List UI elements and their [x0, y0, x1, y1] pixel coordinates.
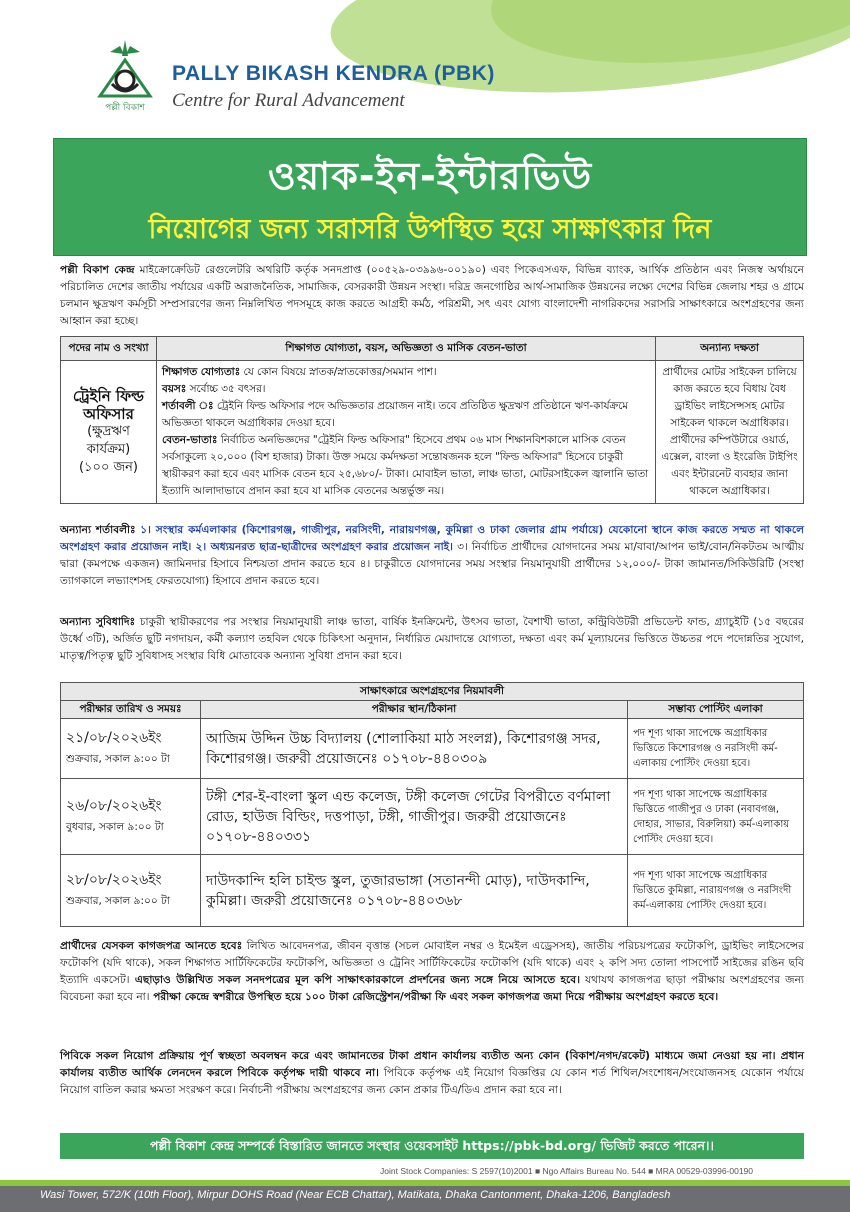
documents-text-2: যথাযথ কাগজপত্র ছাড়া পরীক্ষায় অংশগ্রহণের জন্য বিবেচনা করা হবে না। — [60, 974, 804, 1003]
documents-label: প্রার্থীদের যেসকল কাগজপত্র আনতে হবেঃ — [60, 940, 243, 952]
org-name: PALLY BIKASH KENDRA (PBK) — [172, 62, 495, 85]
address-bar — [0, 1180, 850, 1212]
notice-text: পিবিকে কর্তৃপক্ষ এই নিয়োগ বিজ্ঞপ্তির যে কোন শর্ত শিথিল/সংশোধন/সংযোজনসহ যেকোন পর্যায়ে নিয়োগ বাতিল করার ক্ষমতা সংরক্ষণ করে। নির্বাচনী পরীক্ষায় অংশগ্রহণের জন্য কোন প্রকার টিএ/ডিএ প্রদান করা হবে না। — [60, 1067, 804, 1096]
req-label: বেতন-ভাতাঃ — [162, 434, 218, 446]
position-cell — [61, 361, 157, 504]
documents-paragraph — [60, 938, 804, 1006]
interview-date-cell — [61, 855, 201, 927]
req-text: ট্রেইনি ফিল্ড অফিসার পদে অভিজ্ঞতার প্রয়োজন নাই। তবে প্রতিষ্ঠিত ক্ষুদ্রঋণ প্রতিষ্ঠানে ঋণ-কার্যক্রমে অভিজ্ঞতা থাকলে অগ্রাধিকার দেওয়া হবে। — [162, 400, 629, 429]
table-row — [61, 719, 804, 779]
interview-date: ২৮/০৮/২০২৬ইং — [66, 872, 162, 888]
interview-table-title-row — [61, 683, 804, 701]
notice-paragraph — [60, 1048, 804, 1099]
interview-day-time: বুধবার, সকাল ৯:০০ টা — [66, 821, 164, 833]
req-label: শিক্ষাগত যোগ্যতাঃ — [162, 366, 241, 378]
other-conditions-label: অন্যান্য শর্তাবলীঃ — [60, 524, 136, 536]
skills-cell: প্রার্থীদের মোটর সাইকেল চালিয়ে কাজ করতে হবে বিধায় বৈধ ড্রাইভিং লাইসেন্সসহ মোটর সাইকেল থাকলে অগ্রাধিকার। প্রার্থীদের কম্পিউটারে ওয়ার্ড, এক্সেল, বাংলা ও ইংরেজি টাইপিং এবং ইন্টারনেট ব্যবহার জানা থাকলে অগ্রাধিকার। — [656, 361, 804, 504]
position-name: ট্রেইনি ফিল্ড অফিসার — [72, 387, 145, 423]
website-footer-bar: পল্লী বিকাশ কেন্দ্র সম্পর্কে বিস্তারিত জানতে সংস্থার ওয়েবসাইট https://pbk-bd.org/ ভিজিট করতে পারেন।। — [60, 1133, 804, 1159]
header-requirements: শিক্ষাগত যোগ্যতা, বয়স, অভিজ্ঞতা ও মাসিক বেতন-ভাতা — [157, 337, 656, 361]
header-venue: পরীক্ষার স্থান/ঠিকানা — [201, 701, 628, 719]
condition-2: ২। অধ্যয়নরত ছাত্র-ছাত্রীদের অংশগ্রহণ করার প্রয়োজন নাই। — [195, 541, 453, 553]
condition-1: ১। সংস্থার কর্মএলাকার (কিশোরগঞ্জ, গাজীপুর, নরসিংদী, নারায়ণগঞ্জ, কুমিল্লা ও ঢাকা জেলার গ্রাম পর্যায়ে) যেকোনো স্থানে কাজ করতে সম্মত না থাকলে অংশগ্রহণ করার প্রয়োজন নাই। — [60, 524, 804, 553]
header-posting: সম্ভাব্য পোস্টিং এলাকা — [628, 701, 804, 719]
req-age — [162, 381, 650, 398]
banner-title: ওয়াক-ইন-ইন্টারভিউ — [267, 154, 593, 198]
position-program: (ক্ষুদ্রঋণ কার্যক্রম) — [86, 424, 131, 457]
interview-venue: টঙ্গী শের-ই-বাংলা স্কুল এন্ড কলেজ, টঙ্গী কলেজ গেটের বিপরীতে বর্ণমালা রোড, হাউজ বিল্ডিং, দত্তপাড়া, টঙ্গী, গাজীপুর। জরুরী প্রয়োজনেঃ ০১৭০৮-৪৪০৩৩১ — [201, 779, 628, 855]
intro-text: মাইক্রোক্রেডিট রেগুলেটরি অথরিটি কর্তৃক সনদপ্রাপ্ত (০০৫২৯-০৩৯৯৬-০০১৯০) এবং পিকেএসএফ, বিভিন্ন ব্যাংক, আর্থিক প্রতিষ্ঠান এবং নিজস্ব অর্থায়নে পরিচালিত দেশের জাতীয় পর্যায়ের একটি অরাজনৈতিক, সামাজিক, বেসরকারী উন্নয়ন সংস্থা। দরিদ্র জনগোষ্ঠির আর্থ-সামাজিক উন্নয়নের লক্ষ্যে দেশের বিভিন্ন জেলায় শহর ও গ্রামে চলমান ক্ষুদ্রঋণ কর্মসূচী সম্প্রসারণের জন্য নিম্নলিখিত পদসমূহে কাজ করতে আগ্রহী কর্মঠ, পরিশ্রমী, সৎ এবং যোগ্য বাংলাদেশী নাগরিকদের সরাসরি সাক্ষাৎকারে অংশগ্রহণের জন্য আহ্বান করা হচ্ছে। — [60, 264, 804, 327]
other-conditions — [60, 522, 804, 590]
page-header — [0, 30, 850, 125]
intro-org-name: পল্লী বিকাশ কেন্দ্র — [60, 264, 135, 276]
posting-area: পদ শূণ্য থাকা সাপেক্ষে অগ্রাধিকার ভিত্তিতে কিশোরগঞ্জ ও নরসিংদী কর্ম-এলাকায় পোস্টিং দেওয়া হবে। — [628, 719, 804, 779]
address-bar-stripe — [0, 1180, 850, 1186]
posting-area: পদ শূণ্য থাকা সাপেক্ষে অগ্রাধিকার ভিত্তিতে কুমিল্লা, নারায়ণগঞ্জ ও নরসিংদী কর্ম-এলাকায় পোস্টিং দেওয়া হবে। — [628, 855, 804, 927]
intro-paragraph — [60, 262, 804, 330]
req-conditions — [162, 398, 650, 432]
requirements-cell — [157, 361, 656, 504]
interview-day-time: শুক্রবার, সকাল ৯:০০ টা — [66, 753, 170, 765]
documents-bold-text-2: পরীক্ষা কেন্দ্রে স্বশরীরে উপস্থিত হয়ে ১০০ টাকা রেজিস্ট্রেশন/পরীক্ষা ফি এবং সকল কাগজপত্র জমা দিয়ে পরীক্ষায় অংশগ্রহণ করতে হবে। — [149, 991, 719, 1003]
registration-info: Joint Stock Companies: S 2597(10)2001 ■ Ngo Affairs Bureau No. 544 ■ MRA 00529-03996-00190 — [380, 1166, 754, 1176]
req-salary — [162, 432, 650, 500]
benefits-paragraph — [60, 614, 804, 665]
posting-area: পদ শূণ্য থাকা সাপেক্ষে অগ্রাধিকার ভিত্তিতে গাজীপুর ও ঢাকা (নবাবগঞ্জ, দোহার, সাভার, বিরুলিয়া) কর্ম-এলাকায় পোস্টিং দেওয়া হবে। — [628, 779, 804, 855]
header-skills: অন্যান্য দক্ষতা — [656, 337, 804, 361]
table-row — [61, 855, 804, 927]
interview-table-title: সাক্ষাৎকারে অংশগ্রহণের নিয়মাবলী — [61, 683, 804, 701]
interview-date: ২১/০৮/২০২৬ইং — [66, 730, 162, 746]
job-table-row — [61, 361, 804, 504]
interview-date-cell — [61, 719, 201, 779]
table-row — [61, 779, 804, 855]
interview-date: ২৬/০৮/২০২৬ইং — [66, 798, 162, 814]
position-count: (১০০ জন) — [78, 460, 138, 475]
interview-day-time: শুক্রবার, সকাল ৯:০০ টা — [66, 895, 170, 907]
interview-venue: আজিম উদ্দিন উচ্চ বিদ্যালয় (শোলাকিয়া মাঠ সংলগ্ন), কিশোরগঞ্জ সদর, কিশোরগঞ্জ। জরুরী প্রয়োজনেঃ ০১৭০৮-৪৪০৩০৯ — [201, 719, 628, 779]
pbk-logo-icon — [90, 36, 160, 116]
job-table-header — [61, 337, 804, 361]
benefits-text: চাকুরী স্থায়ীকরণের পর সংস্থার নিয়মানুযায়ী লাঞ্চ ভাতা, বার্ষিক ইনক্রিমেন্ট, উৎসব ভাতা, বৈশাখী ভাতা, কন্ট্রিবিউটরী প্রভিডেন্ট ফান্ড, গ্র্যাচুইটি (১৫ বছরের উর্ধ্বে ৩টি), অর্জিত ছুটি নগদায়ন, কর্মী কল্যাণ তহবিল থেকে চিকিৎসা অনুদান, নির্ধারিত মেয়াদান্তে যোগ্যতা, দক্ষতা এবং কর্ম মূল্যায়নের ভিত্তিতে উচ্চতর পদে পদোন্নতির সুযোগ, মাতৃত্ব/পিতৃত্ব ছুটি সুবিধাসহ সংস্থার বিধি মোতাবেক অন্যান্য সুবিধা প্রদান করা হবে। — [60, 616, 805, 662]
svg-text:পল্লী বিকাশ: পল্লী বিকাশ — [105, 103, 145, 113]
condition-3: ৩। নির্বাচিত প্রার্থীদের যোগদানের সময় মা/বাবা/আপন ভাই/বোন/নিকটতম আত্মীয় দ্বারা (কমপক্ষে একজন) জামিনদার হিসাবে নিশ্চয়তা প্রদান করতে হবে — [60, 541, 805, 570]
condition-4: ৪। চাকুরীতে যোগদানের সময় সংস্থার নিয়মানুযায়ী প্রার্থীদের ১২,০০০/- টাকা জামানত/সিকিউরিটি (সংস্থা ত্যাগকালে লভ্যাংশসহ ফেরতযোগ্য) হিসাবে প্রদান করতে হবে। — [60, 558, 804, 587]
interview-table-header — [61, 701, 804, 719]
header-position: পদের নাম ও সংখ্যা — [61, 337, 157, 361]
req-label: শর্তাবলী ঃ — [162, 400, 214, 412]
documents-bold-text: এছাড়াও উল্লিখিত সকল সনদপত্রের মূল কপি সাক্ষাৎকারকালে প্রদর্শনের জন্য সঙ্গে নিয়ে আসতে হবে। — [129, 974, 580, 986]
interview-date-cell — [61, 779, 201, 855]
req-education — [162, 364, 650, 381]
interview-table — [60, 682, 804, 927]
req-text: যে কোন বিষয়ে স্নাতক/স্নাতকোত্তর/সমমান পাশ। — [240, 366, 437, 378]
title-banner — [53, 138, 807, 256]
interview-venue: দাউদকান্দি হলি চাইল্ড স্কুল, তুজারভাঙ্গা (সতানন্দী মোড়), দাউদকান্দি, কুমিল্লা। জরুরী প্রয়োজনেঃ ০১৭০৮-৪৪০৩৬৮ — [201, 855, 628, 927]
req-text: সর্বোচ্চ ৩৫ বৎসর। — [186, 383, 266, 395]
documents-text: লিখিত আবেদনপত্র, জীবন বৃত্তান্ত (সচল মোবাইল নম্বর ও ইমেইল এড্রেসসহ), জাতীয় পরিচয়পত্রের ফটোকপি, ড্রাইভিং লাইসেন্সের ফটোকপি (যদি থাকে), সকল শিক্ষাগত সার্টিফিকেটের ফটোকপি, অভিজ্ঞতা ও ট্রেনিং সার্টিফিকেটের ফটোকপি (যদি থাকে) এবং ২ কপি সদ্য তোলা পাসপোর্ট সাইজের রঙিন ছবি ইত্যাদি একসেট। — [60, 940, 804, 986]
job-table — [60, 336, 804, 504]
org-tagline: Centre for Rural Advancement — [172, 90, 405, 111]
banner-subtitle: নিয়োগের জন্য সরাসরি উপস্থিত হয়ে সাক্ষাৎকার দিন — [148, 214, 712, 245]
office-address: Wasi Tower, 572/K (10th Floor), Mirpur DOHS Road (Near ECB Chattar), Matikata, Dhaka Cantonment, Dhaka-1206, Bangladesh — [40, 1189, 671, 1201]
header-date: পরীক্ষার তারিখ ও সময়ঃ — [61, 701, 201, 719]
req-label: বয়সঃ — [162, 383, 187, 395]
benefits-label: অন্যান্য সুবিধাদিঃ — [60, 616, 136, 628]
req-text: নির্বাচিত অনভিজ্ঞদের "ট্রেইনি ফিল্ড অফিসার" হিসেবে প্রথম ০৬ মাস শিক্ষানবিশকালে মাসিক বেতন সর্বসাকুল্যে ২০,০০০ (বিশ হাজার) টাকা। উক্ত সময়ে কর্মদক্ষতা সন্তোষজনক হলে "ফিল্ড অফিসার" হিসেবে চাকুরী স্থায়ীকরণ করা হবে এবং মাসিক বেতন হবে ২৫,৬৮০/- টাকা। মোবাইল ভাতা, লাঞ্চ ভাতা, মোটরসাইকেল জ্বালানি ভাতা ইত্যাদি আলাদাভাবে প্রদান করা হবে যা মাসিক বেতনের অন্তর্ভুক্ত নয়। — [162, 434, 649, 497]
notice-bold: পিবিকে সকল নিয়োগ প্রক্রিয়ায় পূর্ণ স্বচ্ছতা অবলম্বন করে এবং জামানতের টাকা প্রধান কার্যালয় ব্যতীত অন্য কোন (বিকাশ/নগদ/রকেট) মাধ্যমে জমা নেওয়া হয় না। প্রধান কার্যালয় ব্যতীত আর্থিক লেনদেন করলে পিবিকে কর্তৃপক্ষ দায়ী থাকবে না। — [60, 1050, 804, 1079]
